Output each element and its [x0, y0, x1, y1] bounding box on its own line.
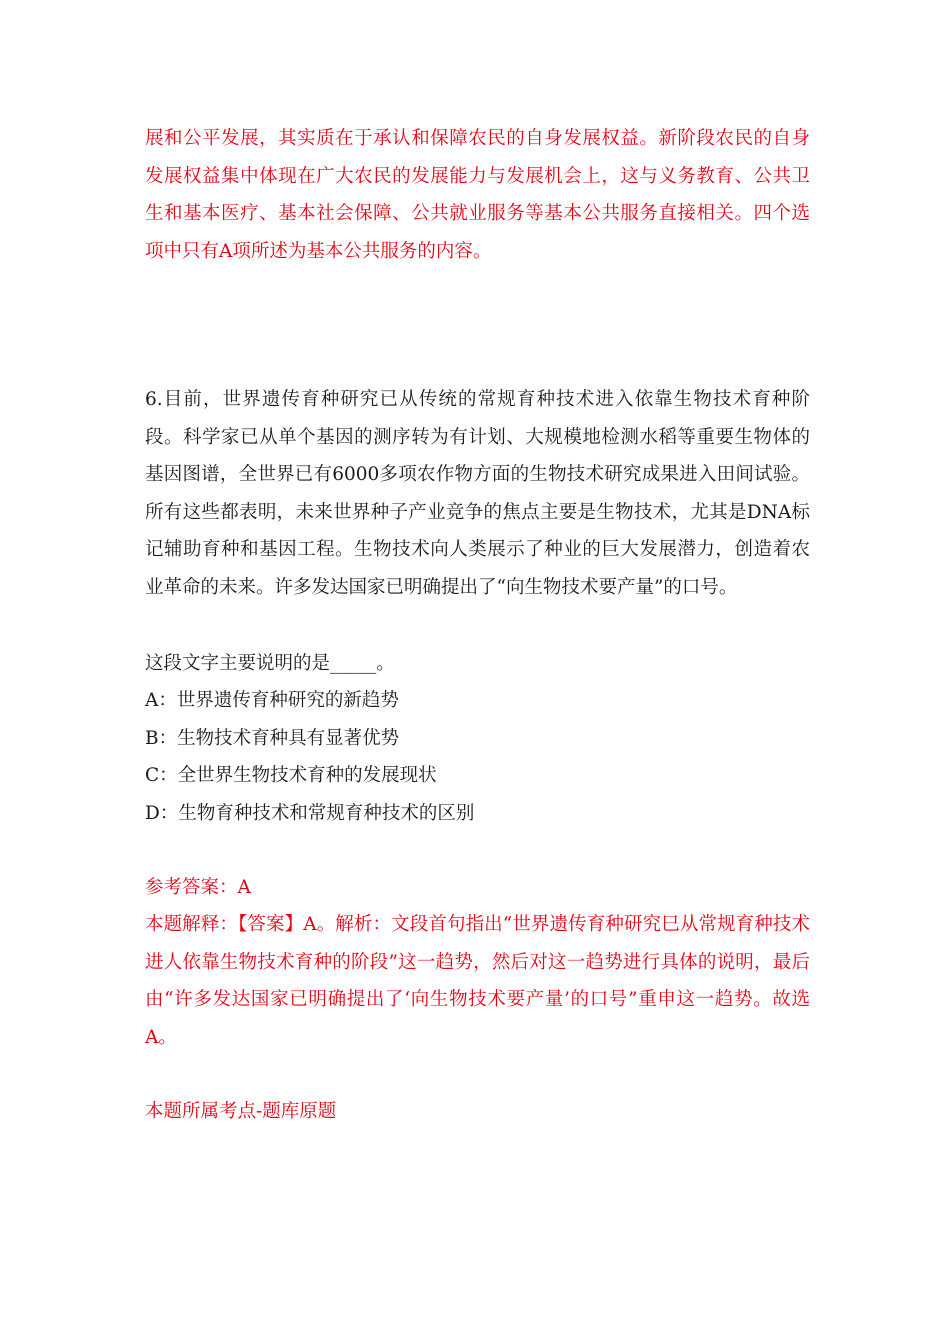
option-b: B：生物技术育种具有显著优势 — [145, 727, 400, 749]
question-text: 6.目前，世界遗传育种研究已从传统的常规育种技术进入依靠生物技术育种阶段。科学家已从单个基因的测序转为有计划、大规模地检测水稻等重要生物体的基因图谱，全世界已有6000多项农作物方面的生物技术研究成果进入田间试验。所有这些都表明，未来世界种子产业竞争的焦点主要是生物技术，尤其是DNA标记辅助育种和基因工程。生物技术向人类展示了种业的巨大发展潜力，创造着农业革命的未来。许多发达国家已明确提出了“向生物技术要产量”的口号。 — [145, 389, 810, 598]
analysis-block — [145, 906, 810, 1056]
knowledge-point-block — [145, 1093, 810, 1131]
option-c: C：全世界生物技术育种的发展现状 — [145, 765, 437, 786]
knowledge-point: 本题所属考点-题库原题 — [145, 1101, 337, 1122]
previous-explanation-text: 展和公平发展，其实质在于承认和保障农民的自身发展权益。新阶段农民的自身发展权益集中体现在广大农民的发展能力与发展机会上，这与义务教育、公共卫生和基本医疗、基本社会保障、公共就业服务等基本公共服务直接相关。四个选项中只有A项所述为基本公共服务的内容。 — [145, 128, 810, 262]
option-a: A：世界遗传育种研究的新趋势 — [145, 690, 399, 711]
question-stem — [145, 645, 810, 683]
question-stem-text: 这段文字主要说明的是_____。 — [145, 653, 395, 674]
question-text-block — [145, 381, 810, 606]
option-d: D：生物育种技术和常规育种技术的区别 — [145, 802, 475, 824]
option-list — [145, 682, 810, 832]
previous-explanation — [145, 120, 810, 270]
analysis-text: 本题解释：【答案】A。解析：文段首句指出“世界遗传育种研究巳从常规育种技术进人依靠生物技术育种的阶段”这一趋势，然后对这一趋势进行具体的说明，最后由“许多发达国家已明确提出了‘向生物技术要产量’的口号”重申这一趋势。故选A。 — [145, 914, 810, 1048]
reference-answer: 参考答案：A — [145, 877, 251, 898]
answer-block — [145, 869, 810, 907]
